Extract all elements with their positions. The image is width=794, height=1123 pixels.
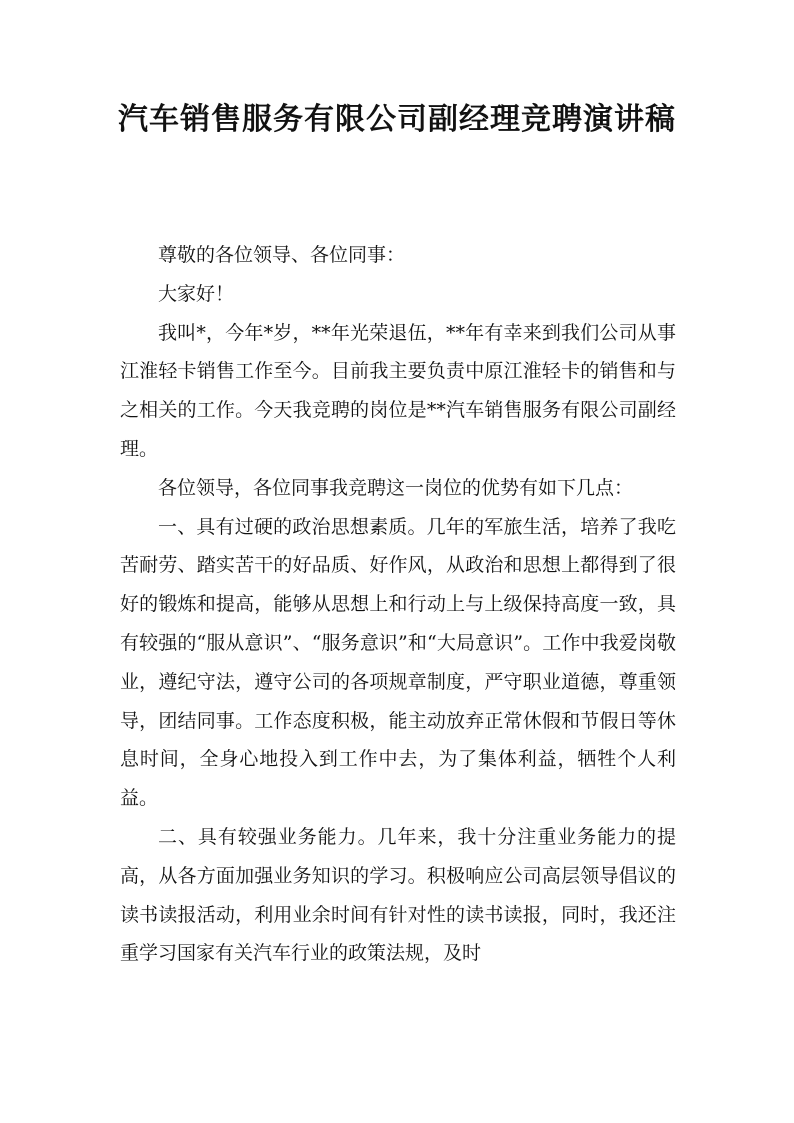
advantage-two: 二、具有较强业务能力。几年来，我十分注重业务能力的提高，从各方面加强业务知识的学习。积极响应公司高层领导倡议的读书读报活动，利用业余时间有针对性的读书读报，同时，我还注重学习国家有关汽车行业的政策法规，及时 [120,825,676,965]
advantage-one: 一、具有过硬的政治思想素质。几年的军旅生活，培养了我吃苦耐劳、踏实苦干的好品质、好作风，从政治和思想上都得到了很好的锻炼和提高，能够从思想上和行动上与上级保持高度一致，具有较强的“服从意识”、“服务意识”和“大局意识”。工作中我爱岗敬业，遵纪守法，遵守公司的各项规章制度，严守职业道德，尊重领导，团结同事。工作态度积极，能主动放弃正常休假和节假日等休息时间，全身心地投入到工作中去，为了集体利益，牺牲个人利益。 [120,515,676,810]
advantages-intro: 各位领导，各位同事我竞聘这一岗位的优势有如下几点： [158,476,634,499]
document-body [120,236,676,973]
intro-paragraph: 我叫*，今年*岁，**年光荣退伍，**年有幸来到我们公司从事江淮轻卡销售工作至今。目前我主要负责中原江淮轻卡的销售和与之相关的工作。今天我竞聘的岗位是**汽车销售服务有限公司副经理。 [120,321,676,460]
document-title: 汽车销售服务有限公司副经理竞聘演讲稿 [118,102,676,137]
salutation: 尊敬的各位领导、各位同事： [158,244,406,266]
greeting: 大家好！ [158,282,235,305]
